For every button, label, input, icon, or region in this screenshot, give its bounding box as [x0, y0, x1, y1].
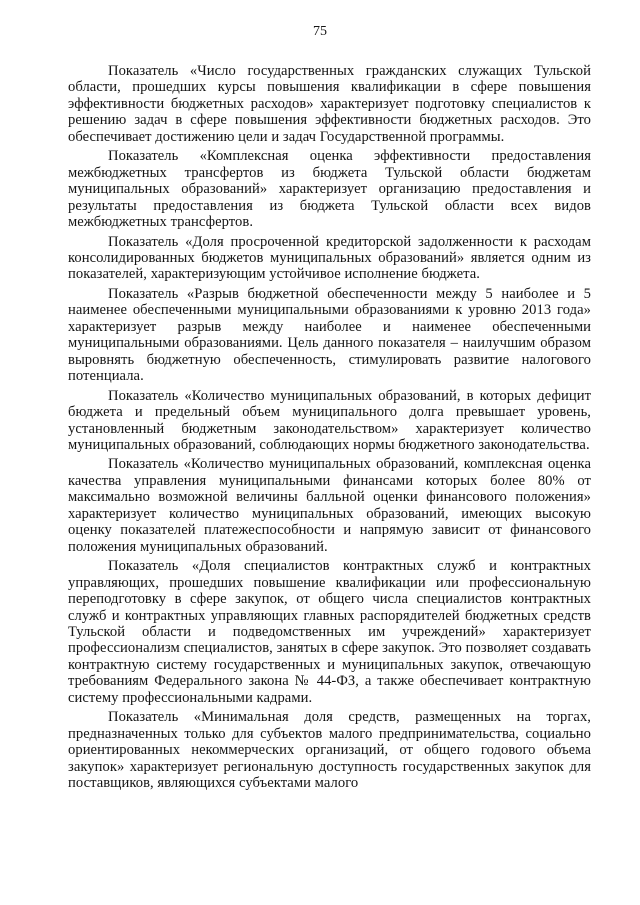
- paragraph-interbudget-transfers: Показатель «Комплексная оценка эффективности предоставления межбюджетных трансфертов из бюджета Тульской области бюджетам муниципальных образований» характеризует организацию предоставления и результаты предоставления из бюджета Тульской области всех видов межбюджетных трансфертов.: [68, 148, 591, 231]
- paragraph-quality-assessment: Показатель «Количество муниципальных образований, комплексная оценка качества управления муниципальными финансами которых более 80% от максимально возможной величины балльной оценки финансового положения» характеризует количество муниципальных образований, имеющих высокую оценку показателей платежеспособности и напрямую зависит от финансового положения муниципальных образований.: [68, 456, 591, 555]
- paragraph-deficit-count: Показатель «Количество муниципальных образований, в которых дефицит бюджета и предельный объем муниципального долга превышает уровень, установленный бюджетным законодательством» характеризует количество муниципальных образований, соблюдающих нормы бюджетного законодательства.: [68, 387, 591, 453]
- paragraph-small-business-share: Показатель «Минимальная доля средств, размещенных на торгах, предназначенных только для субъектов малого предпринимательства, социально ориентированных некоммерческих организаций, от общего годового объема закупок» характеризует региональную доступность государственных закупок для поставщиков, являющихся субъектами малого: [68, 709, 591, 792]
- paragraph-contract-specialists: Показатель «Доля специалистов контрактных служб и контрактных управляющих, прошедших повышение квалификации или профессиональную переподготовку в сфере закупок, от общего числа специалистов контрактных служб и контрактных управляющих главных распорядителей бюджетных средств Тульской области и подведомственных им учреждений» характеризует профессионализм специалистов, занятых в сфере закупок. Это позволяет создавать контрактную систему государственных и муниципальных закупок, отвечающую требованиям Федерального закона № 44-ФЗ, а также обеспечивает контрактную систему профессиональными кадрами.: [68, 558, 591, 706]
- paragraph-budget-gap: Показатель «Разрыв бюджетной обеспеченности между 5 наиболее и 5 наименее обеспеченными муниципальными образованиями к уровню 2013 года» характеризует разрыв между наиболее и наименее обеспеченными муниципальными образованиями. Цель данного показателя – наилучшим образом выровнять бюджетную обеспеченность, стимулировать развитие налогового потенциала.: [68, 285, 591, 385]
- page-number: 75: [313, 24, 327, 39]
- paragraph-civil-servants-training: Показатель «Число государственных гражданских служащих Тульской области, прошедших курсы повышения квалификации в сфере повышения эффективности бюджетных расходов» характеризует подготовку специалистов к решению задач в сфере повышения эффективности бюджетных расходов. Это обеспечивает достижению цели и задач Государственной программы.: [68, 63, 591, 145]
- document-body: [68, 63, 591, 794]
- paragraph-overdue-payables: Показатель «Доля просроченной кредиторской задолженности к расходам консолидированных бюджетов муниципальных образований» является одним из показателей, характеризующим устойчивое исполнение бюджета.: [68, 233, 591, 283]
